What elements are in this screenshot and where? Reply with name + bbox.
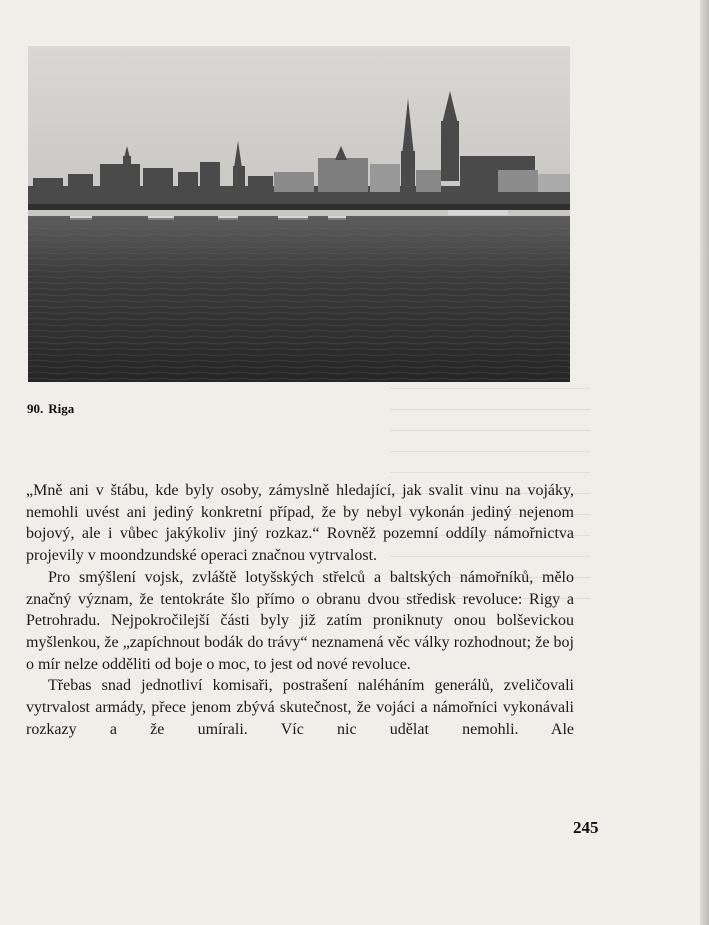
riga-photograph — [28, 46, 570, 382]
riga-skyline-image — [28, 46, 570, 382]
figure-number: 90. — [27, 401, 44, 416]
page-edge — [700, 0, 709, 925]
paragraph: „Mně ani v štábu, kde byly osoby, zámyslně hledající, jak svalit vinu na vojáky, nemohli uvést ani jediný konkretní případ, že by nebyl vykonán jediný nejenom bojový, ale i vůbec jakýkoliv jiný rozkaz.“ Rovněž pozemní oddíly námořnictva projevily v moondzundské operaci značnou vytrvalost. — [26, 482, 574, 565]
paragraph: Pro smýšlení vojsk, zvláště lotyšských střelců a baltských námořníků, mělo značný význam, že tentokráte šlo přímo o obranu dvou středisk revoluce: Rigy a Petrohradu. Nejpokročilejší části byly již zatím proniknuty onou bolševickou myšlenkou, že „zapíchnout bodák do trávy“ neznamená věc války rozhodnout; že boj o mír nelze odděliti od boje o moc, to jest od nové revoluce. — [26, 568, 574, 673]
figure-title: Riga — [48, 401, 75, 416]
paragraph: Třebas snad jednotliví komisaři, postrašení naléháním generálů, zveličovali vytrvalost armády, přece jenom zbývá skutečnost, že vojáci a námořníci vykonávali rozkazy a že umírali. Víc nic udělat nemohli. Ale — [26, 677, 574, 738]
body-text — [26, 480, 574, 740]
page-number: 245 — [573, 818, 599, 837]
figure-caption — [27, 401, 74, 417]
